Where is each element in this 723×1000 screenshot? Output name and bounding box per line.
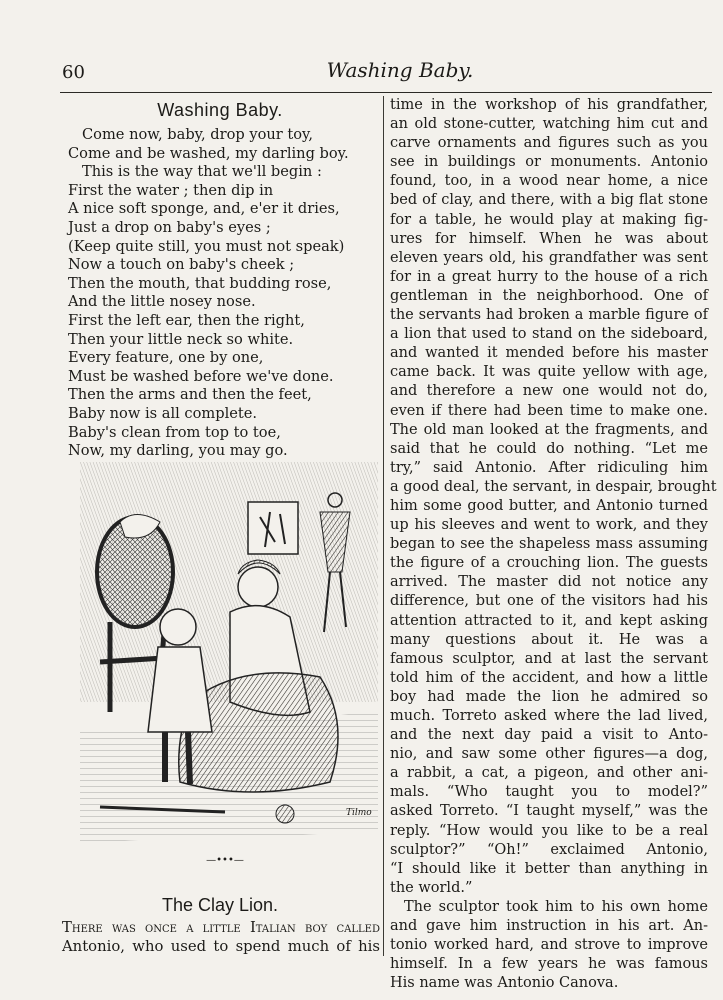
poem-line: And the little nosey nose. [68,293,256,311]
story-line: the figure of a crouching lion. The guests [390,555,708,572]
poem-line: Come and be washed, my darling boy. [68,144,349,162]
poem-line: Just a drop on baby's eyes ; [68,218,271,236]
story-line: try,” said Antonio. After ridiculing him [390,459,708,476]
story-line: up his sleeves and went to work, and they [390,517,708,534]
poem-column [68,100,372,461]
story-body-right [390,96,717,993]
story-line: “I should like it better than anything in [390,860,708,877]
poem-body [68,126,372,461]
story-line: His name was Antonio Canova. [390,975,619,992]
poem-line: Then your little neck so white. [68,330,294,348]
story-line: came back. It was quite yellow with age, [390,364,708,381]
running-title: Washing Baby. [326,58,474,82]
story-line: arrived. The master did not notice any [390,574,708,591]
poem-line: Come now, baby, drop your toy, [82,126,313,143]
poem-line: This is the way that we'll begin : [82,163,322,181]
poem-line: Then the arms and then the feet, [68,386,312,404]
header-rule [60,92,712,93]
story-line: himself. In a few years he was famous [390,956,708,973]
story-line: a good deal, the servant, in despair, brought [390,478,717,495]
poem-line: Baby now is all complete. [68,404,258,422]
story-line: the world.” [390,879,473,896]
story-line: said that he could do nothing. “Let me [390,440,708,457]
story-line: and the next day paid a visit to Anto- [390,727,708,744]
story-line: famous sculptor, and at last the servant [390,650,708,667]
story-line: sculptor?” “Oh!” exclaimed Antonio, [390,841,708,858]
story-line: see in buildings or monuments. Antonio [390,154,708,171]
story-line: the servants had broken a marble figure of [390,307,708,324]
story-line: reply. “How would you like to be a real [390,822,708,839]
story-line: asked Torreto. “I taught myself,” was the [390,803,708,820]
story-line: gentleman in the neighborhood. One of [390,287,708,304]
story-line: mals. “Who taught you to model?” [390,784,708,801]
story-line: many questions about it. He was a [390,631,708,648]
poem-line: Must be washed before we've done. [68,367,334,385]
story-line: The old man looked at the fragments, and [390,421,708,438]
story-line: a rabbit, a cat, a pigeon, and other ani- [390,765,708,782]
story-line: boy had made the lion he admired so [390,688,708,705]
poem-line: A nice soft sponge, and, e'er it dries, [68,200,340,218]
story-line: began to see the shapeless mass assuming [390,536,708,553]
story-line: even if there had been time to make one. [390,402,708,419]
poem-line: First the left ear, then the right, [68,311,305,329]
story-line: for in a great hurry to the house of a rich [390,268,708,285]
story-line: carve ornaments and figures such as you [390,135,708,152]
story-line: attention attracted to it, and kept asking [390,612,708,629]
story-line: an old stone-cutter, watching him cut and [390,116,708,133]
story-line: eleven years old, his grandfather was sent [390,249,708,266]
story-line: for a table, he would play at making fig- [390,211,708,228]
story-line: difference, but one of the visitors had his [390,593,708,610]
poem-line: Baby's clean from top to toe, [68,423,281,441]
story-line: tonio worked hard, and strove to improve [390,937,708,954]
poem-line: (Keep quite still, you must not speak) [68,237,345,255]
poem-line: Now a touch on baby's cheek ; [68,256,295,274]
story-line: and wanted it mended before his master [390,345,708,362]
story-line: Antonio, who used to spend much of his [62,938,380,955]
story-line: nio, and saw some other figures—a dog, [390,746,708,763]
story-line: and therefore a new one would not do, [390,383,708,400]
illustration-mother-washing-baby [80,462,378,842]
story-title: The Clay Lion. [161,895,279,915]
story-line: found, too, in a wood near home, a nice [390,173,708,190]
story-line: much. Torreto asked where the lad lived, [390,708,708,724]
section-ornament: —•••— [206,855,244,866]
poem-title: Washing Baby. [157,100,283,120]
story-line: ures for himself. When he was about [390,230,708,247]
story-line: The sculptor took him to his own home [404,898,708,915]
column-rule [383,96,384,956]
story-line: bed of clay, and there, with a big flat stone [390,192,708,209]
story-line: told him of the accident, and how a little [390,669,708,686]
story-line: him some good butter, and Antonio turned [390,497,708,514]
poem-line: Then the mouth, that budding rose, [68,274,332,292]
poem-line: First the water ; then dip in [68,181,274,199]
story-line: and gave him instruction in his art. An- [390,918,708,935]
story-body-left [62,918,380,956]
story-line: time in the workshop of his grandfather, [390,97,708,113]
page-number: 60 [62,62,85,83]
poem-line: Now, my darling, you may go. [68,442,288,460]
story-line: There was once a little Italian boy called [62,919,380,936]
poem-line: Every feature, one by one, [68,349,264,367]
illustrator-signature: Tilmo [346,808,372,818]
story-line: a lion that used to stand on the sideboard, [390,326,708,343]
